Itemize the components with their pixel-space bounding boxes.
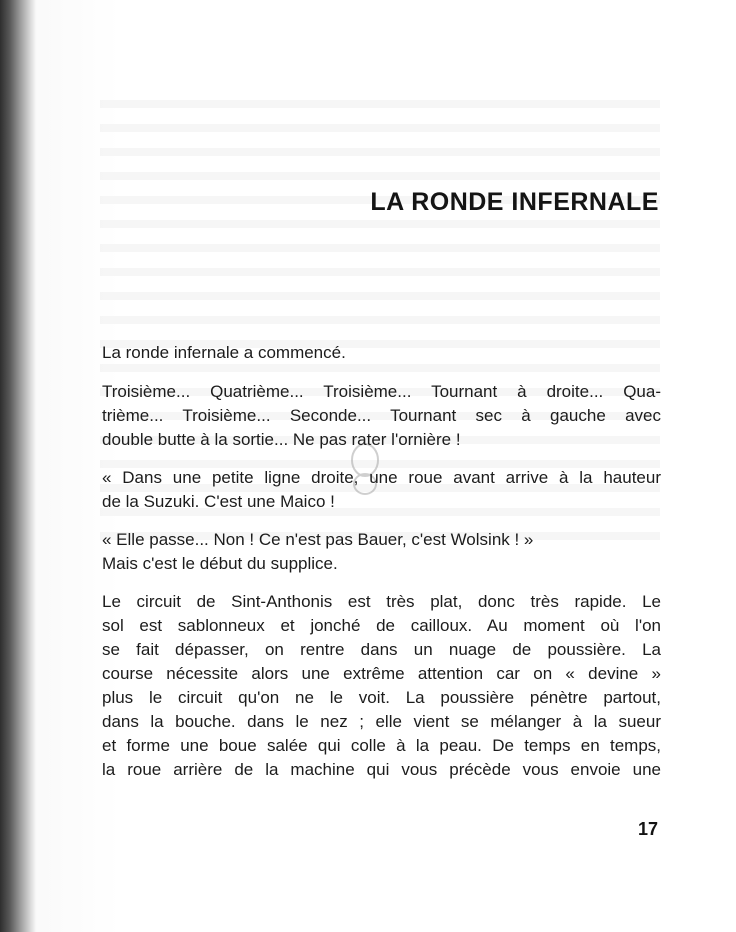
text-line: double butte à la sortie... Ne pas rater l'ornière !: [102, 430, 461, 449]
paragraph: [102, 590, 661, 782]
page-number: 17: [637, 819, 658, 839]
text-line: se fait dépasser, on rentre dans un nuage de poussière. La: [102, 640, 661, 659]
text-line: La ronde infernale a commencé.: [102, 343, 346, 362]
paragraph: [102, 341, 661, 365]
text-line: plus le circuit qu'on ne le voit. La poussière pénètre partout,: [102, 688, 661, 707]
text-line: la roue arrière de la machine qui vous précède vous envoie une: [102, 760, 661, 779]
paragraph: [102, 380, 661, 452]
text-line: et forme une boue salée qui colle à la peau. De temps en temps,: [102, 736, 661, 755]
text-line: « Elle passe... Non ! Ce n'est pas Bauer, c'est Wolsink ! »: [102, 530, 534, 549]
binding-shadow: [0, 0, 36, 932]
text-line: dans la bouche. dans le nez ; elle vient se mélanger à la sueur: [102, 712, 661, 731]
text-line: sol est sablonneux et jonché de cailloux. Au moment où l'on: [102, 616, 661, 635]
text-line: Mais c'est le début du supplice.: [102, 554, 338, 573]
body-text: [102, 341, 661, 796]
paragraph: [102, 466, 661, 514]
text-line: Le circuit de Sint-Anthonis est très plat, donc très rapide. Le: [102, 592, 661, 611]
text-line: « Dans une petite ligne droite, une roue avant arrive à la hauteur: [102, 468, 661, 487]
paragraph: [102, 528, 661, 576]
text-line: de la Suzuki. C'est une Maico !: [102, 492, 335, 511]
chapter-title: LA RONDE INFERNALE: [370, 188, 659, 216]
text-line: Troisième... Quatrième... Troisième... Tournant à droite... Qua-: [102, 382, 661, 401]
text-line: course nécessite alors une extrême attention car on « devine »: [102, 664, 661, 683]
text-line: trième... Troisième... Seconde... Tournant sec à gauche avec: [102, 406, 661, 425]
